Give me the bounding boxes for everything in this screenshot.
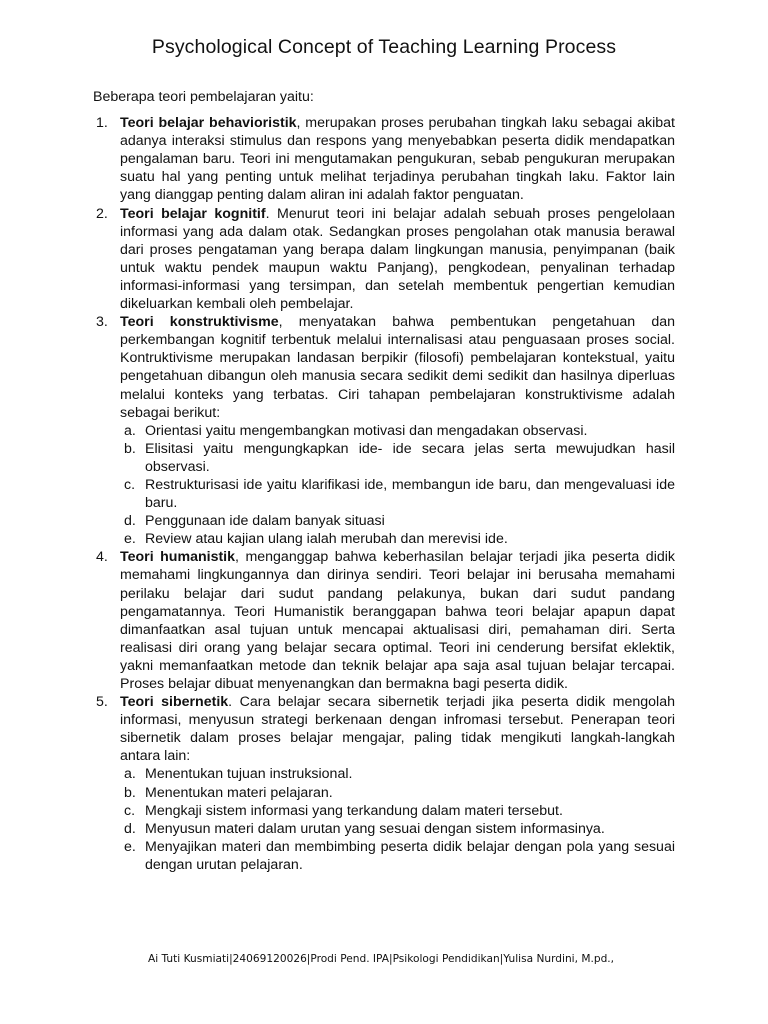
- theory-description: , merupakan proses perubahan tingkah laku sebagai akibat adanya interaksi stimulus dan respons yang menyebabkan peserta didik mendapatkan pengalaman baru. Teori ini mengutamakan pengukuran, sebab pengukuran merupakan suatu hal yang penting untuk melihat terjadinya perubahan tingkah laku. Faktor lain yang dianggap penting dalam aliran ini adalah faktor penguatan.: [120, 115, 675, 204]
- theory-number: 3.: [96, 314, 108, 331]
- sub-item: [120, 440, 675, 476]
- sub-item-letter: c.: [124, 802, 136, 819]
- sub-item-letter: d.: [124, 820, 136, 837]
- theory-description: , menganggap bahwa keberhasilan belajar terjadi jika peserta didik memahami lingkungannya dan dirinya sendiri. Teori belajar ini berusaha memahami perilaku belajar dari sudut pandang pelakunya, bukan dari sudut pandang pengamatannya. Teori Humanistik beranggapan bahwa teori belajar apapun dapat dimanfaatkan asal tujuan untuk mencapai aktualisasi diri, pemahaman diri. Serta realisasi diri orang yang belajar secara optimal. Teori ini cenderung bersifat eklektik, yakni memanfaatkan metode dan teknik belajar apa saja asal tujuan belajar tercapai. Proses belajar dibuat menyenangkan dan bermakna bagi peserta didik.: [120, 549, 675, 692]
- sub-item-text: Mengkaji sistem informasi yang terkandung dalam materi tersebut.: [145, 802, 563, 819]
- sub-item-text: Penggunaan ide dalam banyak situasi: [145, 513, 385, 530]
- theory-item: [93, 693, 675, 874]
- page-title: Psychological Concept of Teaching Learning Process: [151, 36, 617, 58]
- sub-item-text: Menyajikan materi dan membimbing peserta didik belajar dengan pola yang sesuai dengan urutan pelajaran.: [145, 838, 675, 873]
- theory-number: 5.: [96, 694, 108, 711]
- theory-description: . Cara belajar secara sibernetik terjadi jika peserta didik mengolah informasi, menyusun strategi berkenaan dengan infromasi tersebut. Penerapan teori sibernetik dalam proses belajar mengajar, paling tidak mengikuti langkah-langkah antara lain:: [120, 694, 675, 765]
- theory-paragraph: [120, 205, 675, 314]
- theory-term: Teori belajar kognitif: [120, 205, 266, 222]
- theory-paragraph: [120, 313, 675, 422]
- intro-text: Beberapa teori pembelajaran yaitu:: [93, 89, 314, 105]
- sub-item-letter: a.: [124, 422, 136, 439]
- theory-item: [93, 313, 675, 548]
- sub-item-letter: b.: [124, 440, 136, 457]
- sub-item-letter: a.: [124, 766, 136, 783]
- sub-item-text: Restrukturisasi ide yaitu klarifikasi ide, membangun ide baru, dan mengevaluasi ide baru.: [145, 476, 675, 512]
- theory-description: . Menurut teori ini belajar adalah sebuah proses pengelolaan informasi yang ada dalam otak. Sedangkan proses pengolahan otak manusia berawal dari proses pengataman yang berapa dalam lingkungan manusia, penyimpanan (baik untuk waktu pendek maupun waktu Panjang), pengkodean, penyalinan terhadap informasi-informasi yang tersimpan, dan setelah membentuk pengertian kemudian dikeluarkan kembali oleh pembelajar.: [120, 205, 675, 313]
- sub-item: [120, 838, 675, 874]
- theory-item: [93, 114, 675, 204]
- sub-item-text: Menentukan tujuan instruksional.: [145, 766, 353, 783]
- theory-term: Teori humanistik: [120, 549, 236, 566]
- sub-item-text: Orientasi yaitu mengembangkan motivasi dan mengadakan observasi.: [145, 422, 588, 439]
- theory-number: 4.: [96, 549, 108, 566]
- sub-item-letter: c.: [124, 476, 136, 493]
- theory-paragraph: [120, 693, 675, 765]
- sub-item: [120, 512, 675, 530]
- document-body: [93, 88, 675, 874]
- theory-number: 2.: [96, 205, 108, 222]
- theory-item: [93, 548, 675, 693]
- theory-term: Teori konstruktivisme: [120, 314, 279, 331]
- theory-description: , menyatakan bahwa pembentukan pengetahuan dan perkembangan kognitif terbentuk melalui internalisasi atau penguasaan proses social. Kontruktivisme merupakan landasan berpikir (filosofi) pembelajaran kontekstual, yaitu pengetahuan dibangun oleh manusia secara sedikit demi sedikit dan hasilnya diperluas melalui konteks yang terbatas. Ciri tahapan pembelajaran konstruktivisme adalah sebagai berikut:: [120, 314, 675, 421]
- sub-item: [120, 802, 675, 820]
- page-footer: Ai Tuti Kusmiati|24069120026|Prodi Pend. IPA|Psikologi Pendidikan|Yulisa Nurdini, M.pd.,: [148, 953, 615, 965]
- sub-item: [120, 784, 675, 802]
- theory-number: 1.: [96, 115, 108, 132]
- sub-item-letter: e.: [124, 531, 136, 548]
- sub-item-letter: d.: [124, 513, 136, 530]
- sub-item: [120, 422, 675, 440]
- sub-item-letter: e.: [124, 838, 136, 855]
- sub-item-letter: b.: [124, 784, 136, 801]
- sub-item-text: Menentukan materi pelajaran.: [145, 784, 333, 801]
- sub-item: [120, 530, 675, 548]
- theory-list: [93, 114, 675, 874]
- sub-item-text: Review atau kajian ulang ialah merubah dan merevisi ide.: [145, 531, 508, 548]
- theory-paragraph: [120, 548, 675, 693]
- sub-item: [120, 820, 675, 838]
- theory-term: Teori belajar behavioristik: [120, 115, 297, 132]
- sub-item: [120, 765, 675, 783]
- sub-item-text: Elisitasi yaitu mengungkapkan ide- ide secara jelas serta mewujudkan hasil observasi.: [145, 440, 675, 475]
- sub-item-text: Menyusun materi dalam urutan yang sesuai dengan sistem informasinya.: [145, 820, 605, 837]
- theory-paragraph: [120, 114, 675, 204]
- sub-list: [120, 422, 675, 549]
- theory-term: Teori sibernetik: [120, 694, 229, 711]
- sub-item: [120, 476, 675, 512]
- sub-list: [120, 765, 675, 874]
- theory-item: [93, 205, 675, 314]
